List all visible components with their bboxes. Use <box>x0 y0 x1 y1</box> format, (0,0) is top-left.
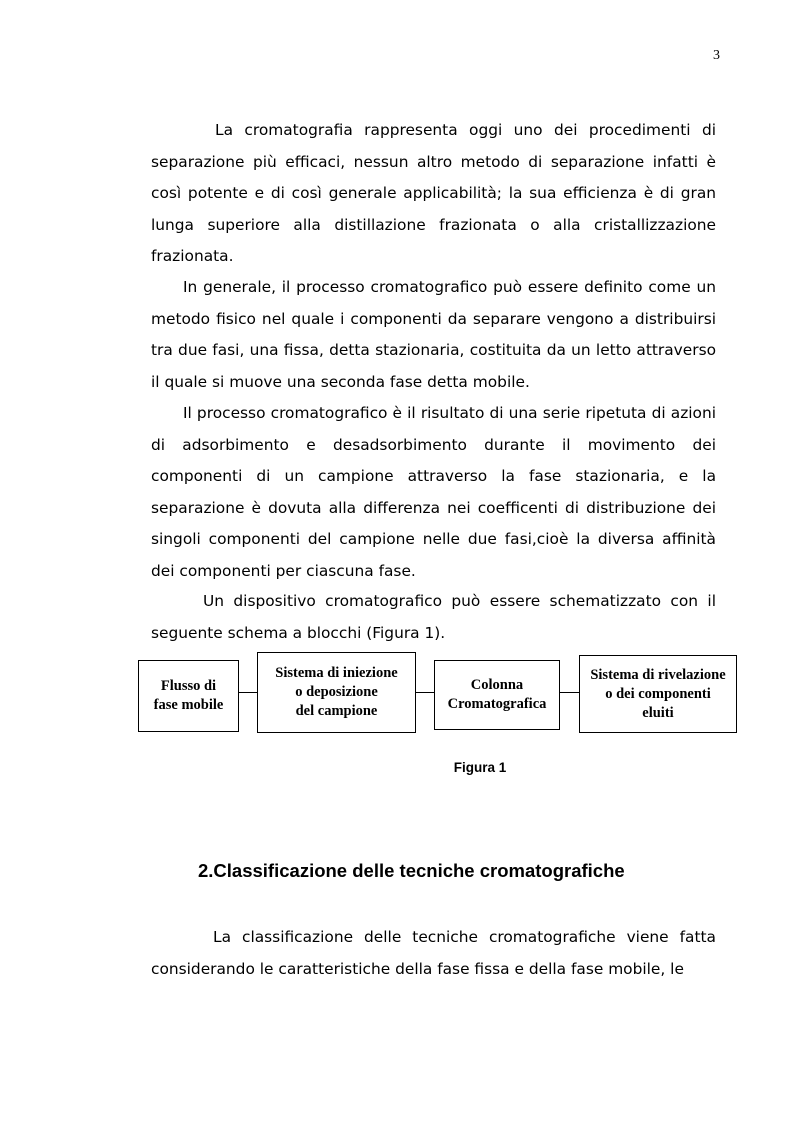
section-heading: 2.Classificazione delle tecniche cromatografiche <box>198 860 625 881</box>
block-chromatographic-column: Colonna Cromatografica <box>434 660 560 730</box>
block-detection-system: Sistema di rivelazione o dei componenti eluiti <box>579 655 737 733</box>
paragraph-classification: La classificazione delle tecniche cromatografiche viene fatta considerando le caratteristiche della fase fissa e della fase mobile, le <box>151 928 716 978</box>
paragraph-intro: La cromatografia rappresenta oggi uno dei procedimenti di separazione più efficaci, nessun altro metodo di separazione infatti è così potente e di così generale applicabilità; la sua efficienza è di gran lunga superiore alla distillazione frazionata o alla cristallizzazione frazionata. <box>151 121 716 265</box>
paragraph-process: Il processo cromatografico è il risultato di una serie ripetuta di azioni di adsorbimento e desadsorbimento durante il movimento dei componenti di un campione attraverso la fase stazionaria, e la separazione è dovuta alla differenza nei coefficenti di distribuzione dei singoli componenti del campione nelle due fasi,cioè la diversa affinità dei componenti per ciascuna fase. <box>151 404 716 580</box>
block-injection-system: Sistema di iniezione o deposizione del campione <box>257 652 416 733</box>
page-number: 3 <box>713 48 720 63</box>
paragraph-device: Un dispositivo cromatografico può essere schematizzato con il seguente schema a blocchi (Figura 1). <box>151 592 716 642</box>
connector-line <box>416 692 434 693</box>
connector-line <box>239 692 257 693</box>
block-mobile-phase-flow: Flusso di fase mobile <box>138 660 239 732</box>
figure-caption: Figura 1 <box>453 760 507 775</box>
connector-line <box>560 692 579 693</box>
paragraph-definition: In generale, il processo cromatografico può essere definito come un metodo fisico nel quale i componenti da separare vengono a distribuirsi tra due fasi, una fissa, detta stazionaria, costituita da un letto attraverso il quale si muove una seconda fase detta mobile. <box>151 278 716 391</box>
